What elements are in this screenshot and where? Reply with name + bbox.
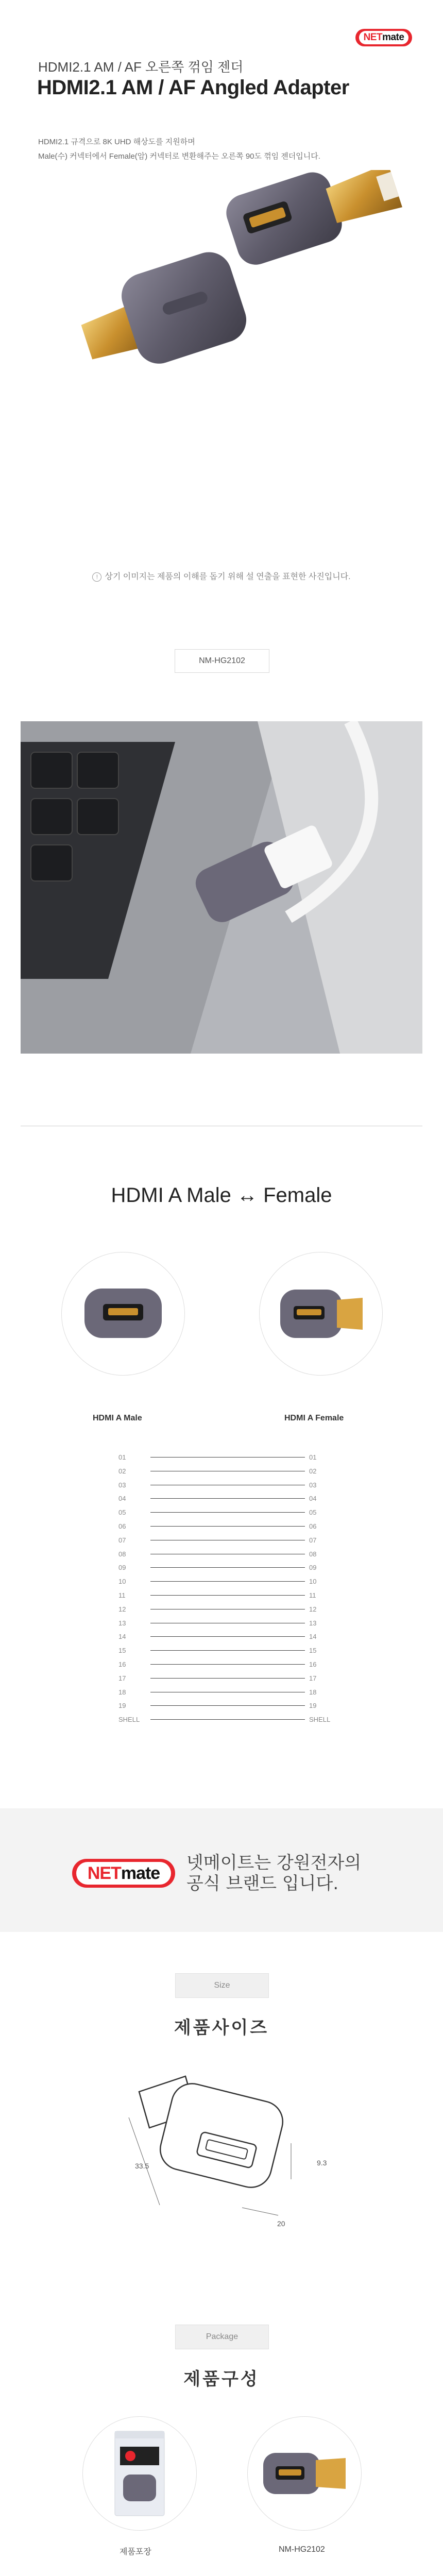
info-icon: ! — [92, 572, 101, 582]
package-bag-image — [83, 2417, 196, 2530]
logo-black-text: mate — [121, 1863, 160, 1883]
female-label: HDMI A Female — [284, 1414, 344, 1422]
netmate-logo-large — [72, 1859, 175, 1888]
logo-red-text: NET — [87, 1863, 121, 1883]
pin-right-label: 18 — [309, 1688, 317, 1696]
pin-left-label: 04 — [118, 1495, 126, 1503]
pin-row — [118, 1699, 325, 1713]
pin-left-label: 12 — [118, 1605, 126, 1613]
pin-left-label: 16 — [118, 1660, 126, 1668]
pin-row — [118, 1685, 325, 1699]
adapter-front — [72, 246, 252, 384]
pin-row — [118, 1643, 325, 1657]
pin-wire — [150, 1664, 305, 1665]
pin-right-label: 17 — [309, 1674, 317, 1682]
brand-line: 넷메이트는 강원전자의 — [186, 1853, 362, 1873]
package-item2-label: NM-HG2102 — [279, 2545, 325, 2554]
pin-wire — [150, 1595, 305, 1596]
pin-left-label: 02 — [118, 1467, 126, 1475]
pin-right-label: 13 — [309, 1619, 317, 1627]
pin-right-label: 16 — [309, 1660, 317, 1668]
package-item1-label: 제품포장 — [120, 2547, 151, 2556]
pin-left-label: 17 — [118, 1674, 126, 1682]
logo-black-text: mate — [382, 32, 404, 43]
dim-length: 33.5 — [135, 2162, 149, 2170]
pin-left-label: 05 — [118, 1509, 126, 1517]
brand-statement — [186, 1853, 361, 1894]
size-tag: Size — [175, 1973, 269, 1998]
pin-row — [118, 1657, 325, 1671]
pin-row — [118, 1533, 325, 1547]
pin-wire — [150, 1512, 305, 1513]
pin-wire — [150, 1650, 305, 1651]
netmate-logo — [355, 29, 412, 46]
pin-wire — [150, 1719, 305, 1720]
pin-right-label: 12 — [309, 1605, 317, 1613]
pin-right-label: 10 — [309, 1578, 317, 1586]
pin-right-label: 02 — [309, 1467, 317, 1475]
pin-wire — [150, 1498, 305, 1499]
pin-row — [118, 1588, 325, 1602]
male-label: HDMI A Male — [93, 1414, 142, 1422]
pin-wire — [150, 1457, 305, 1458]
pin-right-label: 04 — [309, 1495, 317, 1503]
pin-row — [118, 1450, 325, 1464]
pin-wire — [150, 1526, 305, 1527]
pin-right-label: 03 — [309, 1481, 317, 1489]
brand-band — [0, 1808, 443, 1932]
female-connector-circle — [259, 1252, 383, 1376]
pin-row — [118, 1464, 325, 1478]
pin-left-label: 06 — [118, 1522, 126, 1530]
pin-right-label: 01 — [309, 1453, 317, 1461]
pin-right-label: SHELL — [309, 1716, 331, 1724]
usage-photo — [21, 721, 422, 1054]
pin-left-label: 09 — [118, 1564, 126, 1572]
pinout-title: HDMI A Male ↔ Female — [111, 1184, 332, 1207]
hero-adapters-image — [0, 170, 443, 438]
pin-right-label: 06 — [309, 1522, 317, 1530]
pin-row — [118, 1713, 331, 1726]
package-title: 제품구성 — [183, 2369, 260, 2389]
adapter-product-image — [248, 2417, 361, 2530]
pin-row — [118, 1602, 325, 1616]
image-notice — [0, 570, 443, 582]
pin-left-label: 19 — [118, 1702, 126, 1710]
desc-line: HDMI2.1 규격으로 8K UHD 해상도를 지원하며 — [38, 138, 195, 146]
pin-row — [118, 1492, 325, 1505]
pin-row — [118, 1630, 325, 1643]
pin-row — [118, 1519, 325, 1533]
pin-row — [118, 1505, 325, 1519]
package-image-circle — [82, 2416, 197, 2531]
pin-left-label: SHELL — [118, 1716, 140, 1724]
pin-right-label: 19 — [309, 1702, 317, 1710]
pin-row — [118, 1616, 325, 1630]
product-description — [38, 135, 320, 164]
adapter-image-circle — [247, 2416, 362, 2531]
pin-wire — [150, 1678, 305, 1679]
pin-row — [118, 1671, 325, 1685]
hdmi-male-plug-icon — [260, 1252, 382, 1375]
pin-left-label: 08 — [118, 1550, 126, 1558]
logo-red-text: NET — [363, 32, 383, 43]
pin-left-label: 03 — [118, 1481, 126, 1489]
hdmi-female-port-icon — [62, 1252, 184, 1375]
package-tag: Package — [175, 2325, 269, 2349]
pin-row — [118, 1574, 325, 1588]
product-subtitle: HDMI2.1 AM / AF 오른쪽 꺾임 젠더 — [38, 59, 244, 75]
dim-height: 9.3 — [317, 2159, 327, 2167]
pin-right-label: 15 — [309, 1647, 317, 1655]
pin-row — [118, 1478, 325, 1492]
pin-wire — [150, 1636, 305, 1637]
pin-left-label: 10 — [118, 1578, 126, 1586]
pin-right-label: 09 — [309, 1564, 317, 1572]
notice-text: 상기 이미지는 제품의 이해를 돕기 위해 설 연출을 표현한 사진입니다. — [105, 572, 351, 581]
pin-left-label: 13 — [118, 1619, 126, 1627]
pin-wire — [150, 1581, 305, 1582]
pin-right-label: 05 — [309, 1509, 317, 1517]
product-title: HDMI2.1 AM / AF Angled Adapter — [37, 76, 349, 99]
pin-right-label: 08 — [309, 1550, 317, 1558]
pin-right-label: 07 — [309, 1536, 317, 1544]
pin-left-label: 11 — [118, 1591, 126, 1599]
model-code-box: NM-HG2102 — [175, 649, 269, 673]
pin-row — [118, 1561, 325, 1574]
pin-wire — [150, 1567, 305, 1568]
pin-wire — [150, 1705, 305, 1706]
male-connector-circle — [61, 1252, 185, 1376]
pin-right-label: 14 — [309, 1633, 317, 1641]
desc-line: Male(수) 커넥터에서 Female(암) 커넥터로 변환해주는 오른쪽 90도 꺾임 젠더입니다. — [38, 152, 320, 161]
size-diagram — [108, 2061, 335, 2226]
brand-line: 공식 브랜드 입니다. — [186, 1873, 339, 1894]
pin-left-label: 18 — [118, 1688, 126, 1696]
dim-width: 20 — [277, 2219, 285, 2228]
adapter-back — [222, 170, 405, 269]
pin-right-label: 11 — [309, 1591, 316, 1599]
pin-left-label: 15 — [118, 1647, 126, 1655]
size-title: 제품사이즈 — [174, 2018, 269, 2038]
pin-left-label: 07 — [118, 1536, 126, 1544]
pin-left-label: 14 — [118, 1633, 126, 1641]
pin-row — [118, 1547, 325, 1561]
pin-left-label: 01 — [118, 1453, 126, 1461]
